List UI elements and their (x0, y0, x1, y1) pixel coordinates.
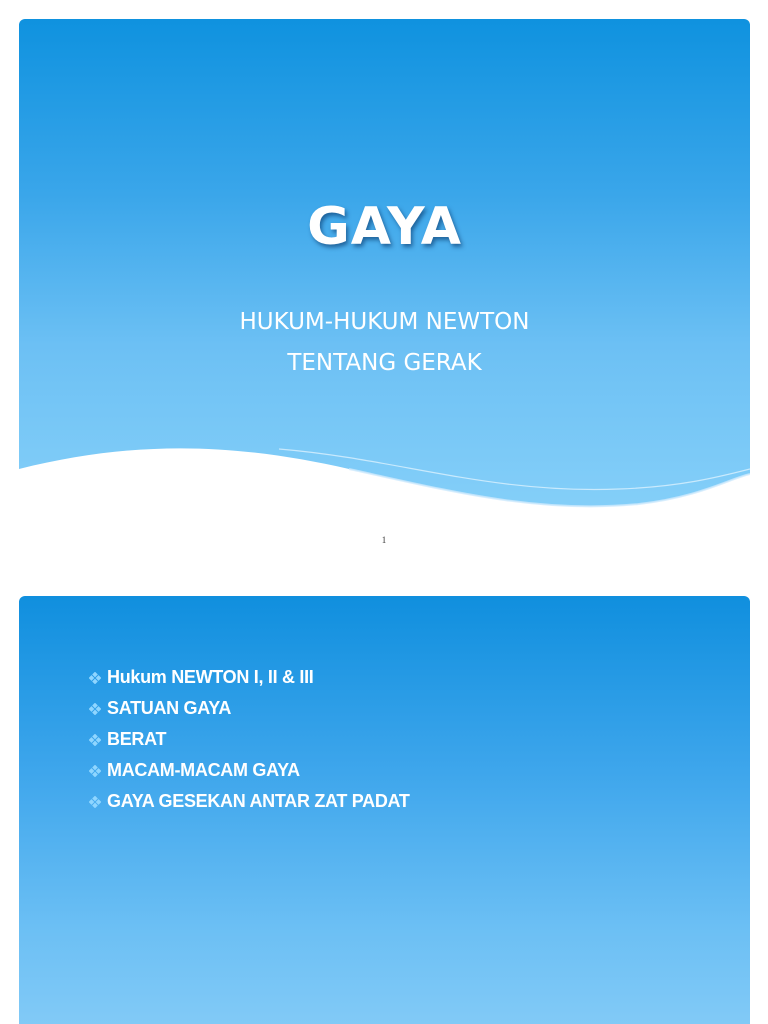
diamond-bullet-icon (89, 734, 101, 746)
list-item (89, 724, 410, 755)
slide-title: GAYA (307, 197, 462, 257)
list-item (89, 786, 410, 817)
slide-subtitle-line-1: HUKUM-HUKUM NEWTON (239, 309, 530, 335)
diamond-bullet-icon (89, 703, 101, 715)
page-number: 1 (381, 535, 387, 545)
slide-subtitle-line-2: TENTANG GERAK (287, 350, 482, 376)
wave-decoration (19, 419, 750, 521)
title-slide (19, 19, 750, 521)
list-item-label: SATUAN GAYA (107, 698, 232, 718)
diamond-bullet-icon (89, 765, 101, 777)
bullet-list (89, 662, 410, 817)
list-item-label: Hukum NEWTON I, II & III (107, 667, 314, 687)
list-item (89, 755, 410, 786)
diamond-bullet-icon (89, 672, 101, 684)
list-item (89, 662, 410, 693)
list-item-label: GAYA GESEKAN ANTAR ZAT PADAT (107, 791, 410, 811)
list-item (89, 693, 410, 724)
list-item-label: BERAT (107, 729, 167, 749)
content-slide (19, 596, 750, 1024)
diamond-bullet-icon (89, 796, 101, 808)
list-item-label: MACAM-MACAM GAYA (107, 760, 300, 780)
